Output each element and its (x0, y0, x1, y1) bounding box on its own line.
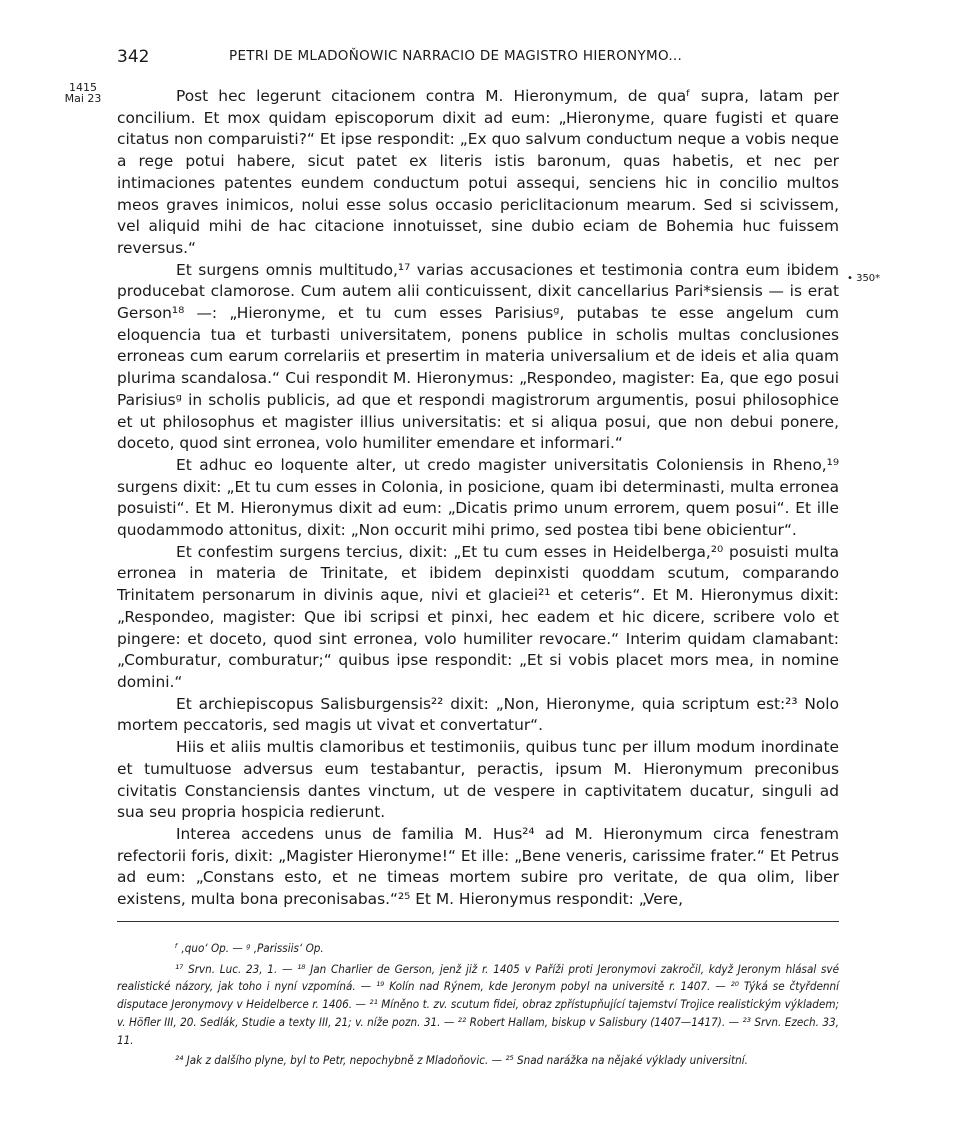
footnote: ᶠ ‚quo‘ Op. — ᵍ ‚Parissiis‘ Op. (175, 941, 324, 955)
main-text (117, 86, 839, 911)
paragraph: Et surgens omnis multitudo,¹⁷ varias accusaciones et testimonia contra eum ibidem producebat clamorose. Cum autem alii conticuissent, dixit cancellarius Pari*siensis — is erat Gerson¹⁸ —: „Hieronyme, et tu cum esses Parisiusᵍ, putabas te esse angelum cum eloquencia tua et turbasti universitatem, ponens publice in scholis multas conclusiones erroneas cum earum correlariis et presertim in materia universalium et de ideis et alia quam plurima scandalosa.“ Cui respondit M. Hieronymus: „Respondeo, magister: Ea, que ego posui Parisiusᵍ in scholis publicis, ad que et respondi magistrorum argumentis, posui philosophice et ut philosophus et magister illius universitatis: et si aliqua posui, que non debui ponere, doceto, quod sint erronea, volo humiliter emendare et informari.“ (117, 260, 839, 453)
paragraph: Et archiepiscopus Salisburgensis²² dixit: „Non, Hieronyme, quia scriptum est:²³ Nolo mortem peccatoris, sed magis ut vivat et convertatur“. (117, 694, 839, 735)
footnote: ¹⁷ Srvn. Luc. 23, 1. — ¹⁸ Jan Charlier de Gerson, jenž již r. 1405 v Paříži proti Jeronymovi zakročil, když Jeronym hlásal své realistické názory, jak toho i nyní vzpomíná. — ¹⁹ Kolín nad Rýnem, kde Jeronym pobyl na universitě r. 1407. — ²⁰ Týká se čtyřdenní disputace Jeronymovy v Heidelberce r. 1406. — ²¹ Míněno t. zv. scutum fidei, obraz zpřístupňující tajemství Trojice realistickým výkladem; v. Höfler III, 20. Sedlák, Studie a texty III, 21; v. níže pozn. 31. — ²² Robert Hallam, biskup v Salisbury (1407—1417). — ²³ Srvn. Ezech. 33, 11. (117, 961, 839, 1047)
footnotes (117, 940, 839, 1070)
running-title: PETRI DE MLADOŇOWIC NARRACIO DE MAGISTRO HIERONYMO... (229, 48, 683, 64)
page-number: 342 (117, 47, 150, 67)
paragraph: Hiis et aliis multis clamoribus et testimoniis, quibus tunc per illum modum inordinate et tumultuose adversus eum testabantur, peractis, ipsum M. Hieronymum preconibus civitatis Constanciensis dantes vinctum, ut de vespere in captivitatem ducatur, singuli ad sua seu propria hospicia redierunt. (117, 738, 839, 822)
margin-year: 1415 (69, 81, 97, 94)
margin-page-reference: • 350* (847, 273, 881, 284)
footnote: ²⁴ Jak z dalšího plyne, byl to Petr, nepochybně z Mladoňovic. — ²⁵ Snad narážka na nějaké výklady universitní. (175, 1053, 748, 1068)
paragraph: Et adhuc eo loquente alter, ut credo magister universitatis Coloniensis in Rheno,¹⁹ surgens dixit: „Et tu cum esses in Colonia, in posicione, quam ibi determinasti, multa erronea posuisti“. Et M. Hieronymus dixit ad eum: „Dicatis primo unum errorem, quem posui“. Et ille quodammodo attonitus, dixit: „Non occurit mihi primo, sed postea tibi bene obicientur“. (117, 455, 839, 540)
footnote-divider (117, 921, 839, 922)
paragraph: Interea accedens unus de familia M. Hus²⁴ ad M. Hieronymum circa fenestram refectorii foris, dixit: „Magister Hieronyme!“ Et ille: „Bene veneris, carissime frater.“ Et Petrus ad eum: „Constans esto, et ne timeas mortem subire pro veritate, de qua olim, liber existens, multa bona preconisabas.“²⁵ Et M. Hieronymus respondit: „Vere, (117, 824, 839, 909)
margin-day: Mai 23 (64, 92, 102, 105)
paragraph: Post hec legerunt citacionem contra M. Hieronymum, de quaᶠ supra, latam per concilium. Et mox quidam episcoporum dixit ad eum: „Hieronyme, quare fugisti et quare citatus non comparuisti?“ Et ipse respondit: „Ex quo salvum conductum neque a vobis neque a rege potui habere, sicut patet ex literis istis baronum, quas habetis, et nec per intimaciones patentes eundem conductum potui assequi, senciens hic in concilio multos meos graves inimicos, nolui esse solus occasio periclitacionum mearum. Sed si scivissem, vel aliquid mihi de hac citacione innotuisset, sine dubio eciam de Bohemia huc fuissem reversus.“ (117, 87, 839, 257)
paragraph: Et confestim surgens tercius, dixit: „Et tu cum esses in Heidelberga,²⁰ posuisti multa erronea in materia de Trinitate, et ibidem depinxisti quoddam scutum, comparando Trinitatem personarum in divinis aque, nivi et glaciei²¹ et ceteris“. Et M. Hieronymus dixit: „Respondeo, magister: Que ibi scripsi et pinxi, hec eadem et hic dicere, scribere volo et pingere: et doceto, quod sint erronea, volo humiliter revocare.“ Interim quidam clamabant: „Comburatur, comburatur;“ quibus ipse respondit: „Et si vobis placet mors mea, in nomine domini.“ (117, 542, 839, 691)
page-header (117, 47, 839, 73)
margin-date-note (58, 82, 108, 104)
